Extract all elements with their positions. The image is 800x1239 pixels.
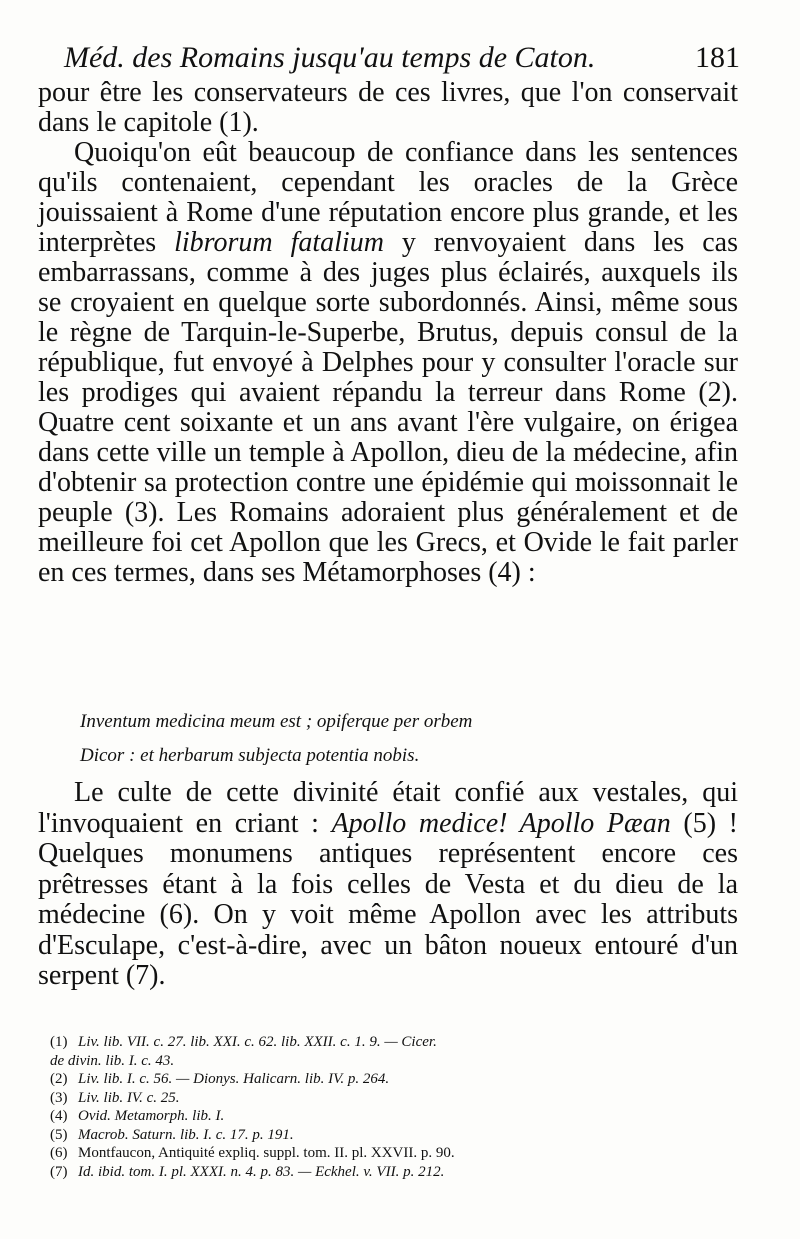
- footnote-text: Id. ibid. tom. I. pl. XXXI. n. 4. p. 83. — Eckhel. v. VII. p. 212.: [78, 1163, 445, 1180]
- footnote-number: (1): [50, 1034, 68, 1050]
- paragraph-2-italic: librorum fatalium: [174, 227, 384, 258]
- footnote: [50, 1033, 740, 1052]
- paragraph-3-text-a: Le culte de cette divinité était confié aux vestales, qui l'invoquaient en criant :: [38, 777, 738, 839]
- footnote: [50, 1089, 740, 1108]
- main-text: [38, 78, 738, 588]
- footnote-number: (6): [50, 1145, 68, 1161]
- footnote-text: Ovid. Metamorph. lib. I.: [78, 1108, 225, 1124]
- footnote: [50, 1163, 740, 1182]
- paragraph-2: [38, 138, 738, 588]
- footnote: [50, 1070, 740, 1089]
- running-title: Méd. des Romains jusqu'au temps de Caton.: [64, 41, 596, 74]
- footnote-number: (4): [50, 1108, 68, 1124]
- footnote-number: (2): [50, 1071, 68, 1087]
- paragraph-3-italic: Apollo medice! Apollo Pæan: [331, 807, 671, 839]
- footnotes: [50, 1033, 740, 1181]
- footnote-text: Montfaucon, Antiquité expliq. suppl. tom. II. pl. XXVII. p. 90.: [78, 1145, 455, 1161]
- paragraph-2-text-b: y renvoyaient dans les cas embarrassans, comme à des juges plus éclairés, auxquels ils se croyaient en quelque sorte subordonnés. Ainsi, même sous le règne de Tarquin-le-Superbe, Brutus, depuis consul de la république, fut envoyé à Delphes pour y consulter l'oracle sur les prodiges qui avaient répandu la terreur dans Rome (2). Quatre cent soixante et un ans avant l'ère vulgaire, on érigea dans cette ville un temple à Apollon, dieu de la médecine, afin d'obtenir sa protection contre une épidémie qui moissonnait le peuple (3). Les Romains adoraient plus généralement et de meilleure foi cet Apollon que les Grecs, et Ovide le fait parler en ces termes, dans ses Métamorphoses (4) :: [38, 227, 738, 588]
- footnote-number: (3): [50, 1089, 68, 1106]
- footnote: [50, 1126, 740, 1145]
- page-number: 181: [695, 41, 740, 74]
- running-header: [40, 38, 740, 78]
- footnote-text: Liv. lib. IV. c. 25.: [78, 1089, 180, 1106]
- verse-line-2: Dicor : et herbarum subjecta potentia nobis.: [80, 745, 420, 766]
- paragraph-2-text-a: Quoiqu'on eût beaucoup de confiance dans les sentences qu'ils contenaient, cependant les oracles de la Grèce jouissaient à Rome d'une réputation encore plus grande, et les interprètes: [38, 137, 738, 258]
- footnote-continuation: [50, 1052, 740, 1071]
- footnote-text: Macrob. Saturn. lib. I. c. 17. p. 191.: [78, 1126, 294, 1143]
- paragraph-3: [38, 778, 738, 992]
- verse-line-1: Inventum medicina meum est ; opiferque per orbem: [80, 711, 473, 732]
- paragraph-3-text-b: (5) ! Quelques monumens antiques représentent encore ces prêtresses étant à la fois celles de Vesta et du dieu de la médecine (6). On y voit même Apollon avec les attributs d'Esculape, c'est-à-dire, avec un bâton noueux entouré d'un serpent (7).: [38, 807, 738, 991]
- footnote-text: Liv. lib. VII. c. 27. lib. XXI. c. 62. lib. XXII. c. 1. 9. — Cicer.: [78, 1034, 437, 1050]
- paragraph-1: [38, 78, 738, 138]
- paragraph-1-text: pour être les conservateurs de ces livres, que l'on conservait dans le capitole (1).: [38, 77, 738, 138]
- footnote-number: (7): [50, 1163, 68, 1180]
- footnote-text: Liv. lib. I. c. 56. — Dionys. Halicarn. lib. IV. p. 264.: [78, 1071, 390, 1087]
- footnote: [50, 1107, 740, 1126]
- footnote-text: de divin. lib. I. c. 43.: [50, 1052, 175, 1069]
- main-text-2: [38, 778, 738, 992]
- footnote: [50, 1144, 740, 1163]
- footnote-number: (5): [50, 1126, 68, 1143]
